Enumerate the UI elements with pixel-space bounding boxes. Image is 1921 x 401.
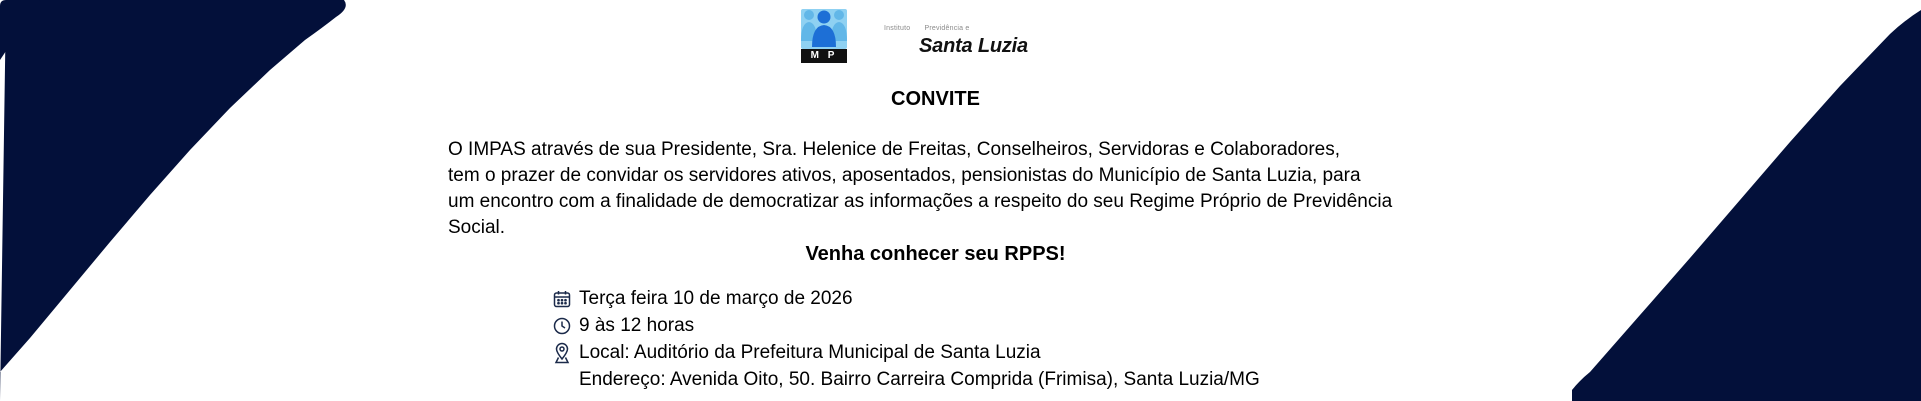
event-location-row: [553, 339, 1260, 366]
right-navy-corner: [1572, 10, 1921, 401]
calendar-icon: [553, 290, 579, 308]
clock-icon: [553, 317, 579, 335]
paragraph-line: tem o prazer de convidar os servidores ativos, aposentados, pensionistas do Município de Santa Luzia, para: [448, 165, 1361, 186]
event-date: Terça feira 10 de março de 2026: [579, 288, 853, 309]
invitation-paragraph: [448, 137, 1438, 241]
logo-name: Santa Luzia: [919, 35, 1028, 57]
paragraph-line: um encontro com a finalidade de democratizar as informações a respeito do seu Regime Próprio de Previdência: [448, 191, 1393, 212]
paragraph-line: Social.: [448, 217, 506, 238]
subtitle: Venha conhecer seu RPPS!: [805, 243, 1066, 265]
left-navy-corner: [0, 0, 346, 401]
logo-badge-text: M P: [810, 50, 838, 61]
event-address: Endereço: Avenida Oito, 50. Bairro Carreira Comprida (Frimisa), Santa Luzia/MG: [579, 369, 1260, 390]
location-pin-icon: [553, 342, 579, 364]
event-location: Local: Auditório da Prefeitura Municipal de Santa Luzia: [579, 342, 1041, 363]
page-title: CONVITE: [891, 88, 980, 110]
paragraph-line: O IMPAS através de sua Presidente, Sra. Helenice de Freitas, Conselheiros, Servidoras e Colaboradores,: [448, 139, 1341, 160]
event-date-row: [553, 285, 1260, 312]
event-time: 9 às 12 horas: [579, 315, 695, 336]
logo-tagline-word-1: Instituto: [884, 25, 911, 32]
logo: [799, 7, 959, 69]
event-time-row: [553, 312, 1260, 339]
event-address-row: [553, 366, 1260, 393]
logo-tagline-word-2: Previdência e: [924, 25, 970, 32]
event-details: [553, 285, 1260, 393]
